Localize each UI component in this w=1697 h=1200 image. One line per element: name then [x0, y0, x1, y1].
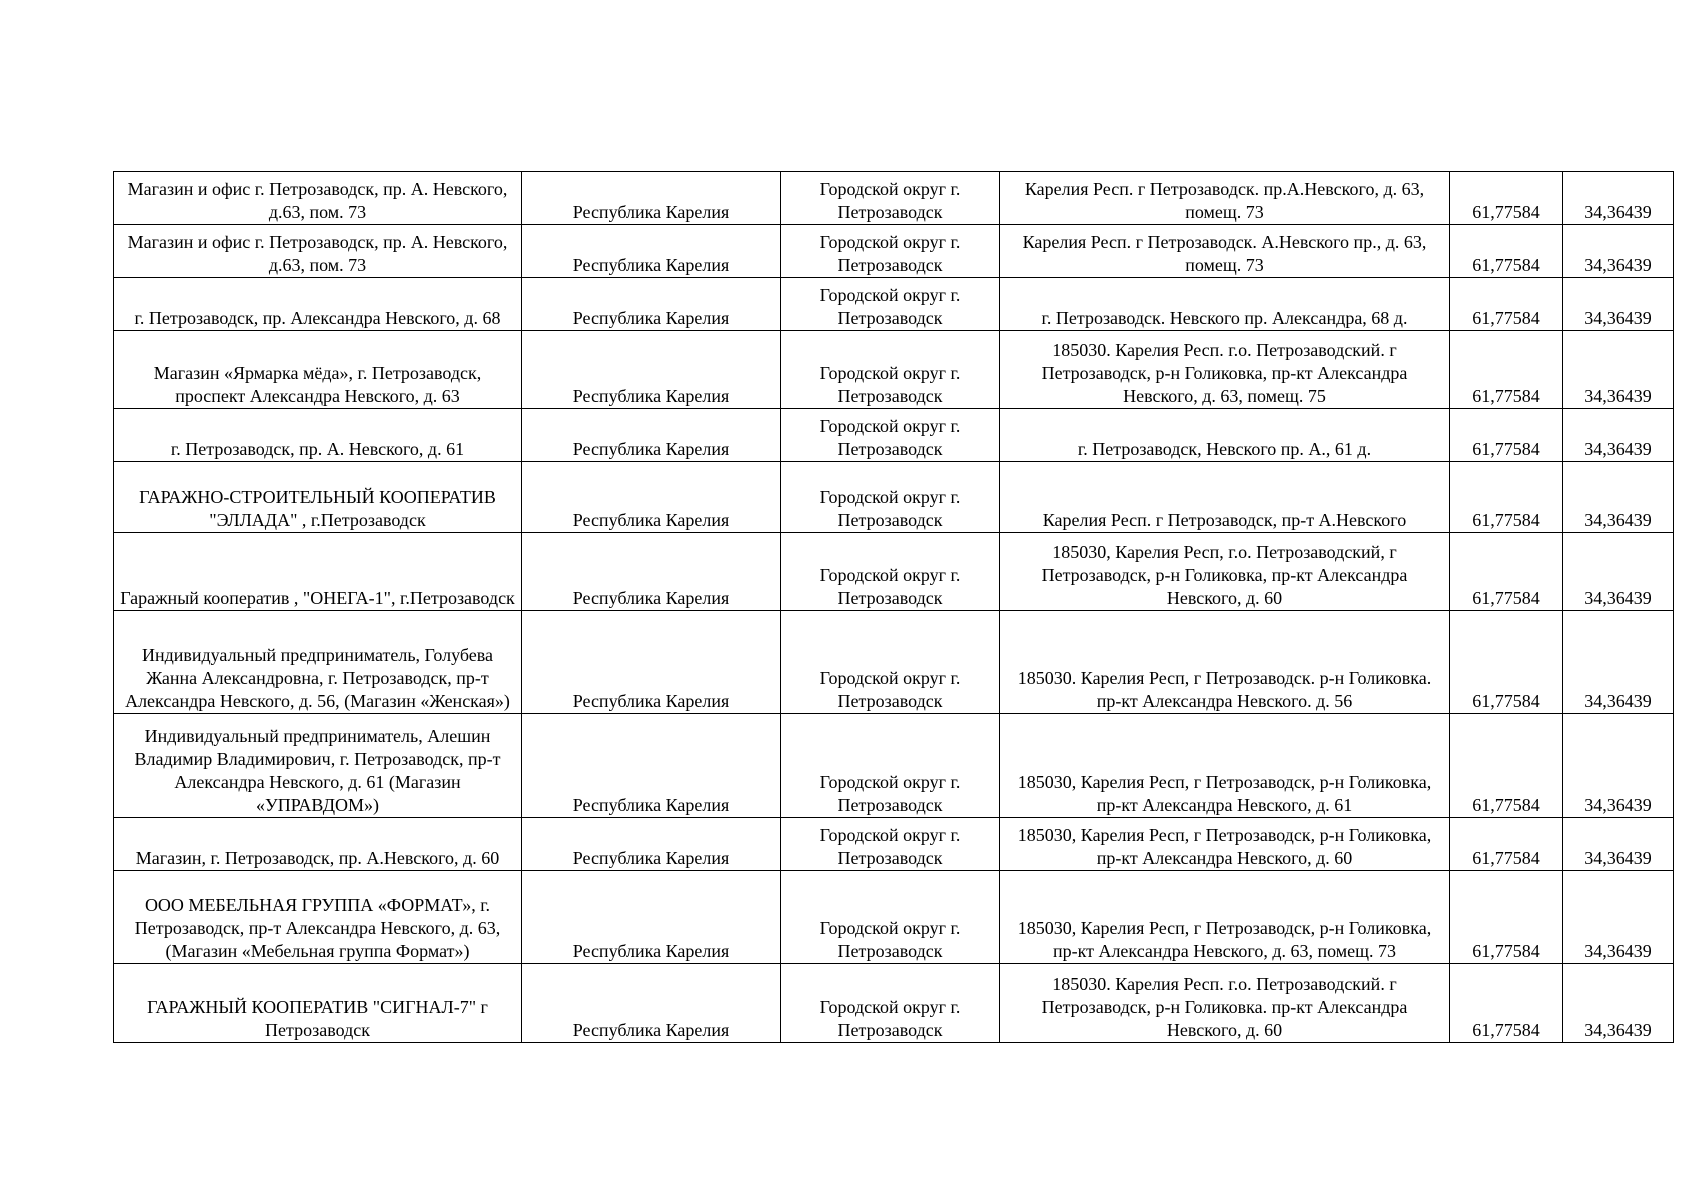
cell-longitude: 34,36439 [1563, 225, 1674, 278]
cell-district: Городской округ г. Петрозаводск [781, 225, 1000, 278]
cell-latitude: 61,77584 [1450, 225, 1563, 278]
cell-region: Республика Карелия [522, 818, 781, 871]
table-row [114, 462, 1674, 533]
cell-longitude: 34,36439 [1563, 964, 1674, 1043]
cell-object-name: Гаражный кооператив , "ОНЕГА-1", г.Петрозаводск [114, 533, 522, 611]
cell-object-name: Магазин и офис г. Петрозаводск, пр. А. Невского, д.63, пом. 73 [114, 225, 522, 278]
cell-district: Городской округ г. Петрозаводск [781, 818, 1000, 871]
cell-district: Городской округ г. Петрозаводск [781, 331, 1000, 409]
cell-district: Городской округ г. Петрозаводск [781, 172, 1000, 225]
cell-latitude: 61,77584 [1450, 533, 1563, 611]
table-row [114, 409, 1674, 462]
cell-latitude: 61,77584 [1450, 714, 1563, 818]
cell-object-name: ООО МЕБЕЛЬНАЯ ГРУППА «ФОРМАТ», г. Петрозаводск, пр-т Александра Невского, д. 63, (Магазин «Мебельная группа Формат») [114, 871, 522, 964]
cell-district: Городской округ г. Петрозаводск [781, 278, 1000, 331]
cell-region: Республика Карелия [522, 409, 781, 462]
cell-longitude: 34,36439 [1563, 818, 1674, 871]
cell-object-name: ГАРАЖНО-СТРОИТЕЛЬНЫЙ КООПЕРАТИВ "ЭЛЛАДА" , г.Петрозаводск [114, 462, 522, 533]
cell-district: Городской округ г. Петрозаводск [781, 462, 1000, 533]
cell-address: 185030. Карелия Респ. г.о. Петрозаводский. г Петрозаводск, р-н Голиковка, пр-кт Александра Невского, д. 63, помещ. 75 [1000, 331, 1450, 409]
cell-latitude: 61,77584 [1450, 409, 1563, 462]
cell-latitude: 61,77584 [1450, 611, 1563, 714]
cell-latitude: 61,77584 [1450, 278, 1563, 331]
cell-address: 185030, Карелия Респ, г Петрозаводск, р-н Голиковка, пр-кт Александра Невского, д. 63, помещ. 73 [1000, 871, 1450, 964]
cell-region: Республика Карелия [522, 714, 781, 818]
cell-district: Городской округ г. Петрозаводск [781, 871, 1000, 964]
cell-region: Республика Карелия [522, 172, 781, 225]
cell-address: Карелия Респ. г Петрозаводск. пр.А.Невского, д. 63, помещ. 73 [1000, 172, 1450, 225]
cell-latitude: 61,77584 [1450, 172, 1563, 225]
cell-region: Республика Карелия [522, 225, 781, 278]
table-row [114, 278, 1674, 331]
cell-address: 185030, Карелия Респ, г.о. Петрозаводский, г Петрозаводск, р-н Голиковка, пр-кт Александра Невского, д. 60 [1000, 533, 1450, 611]
cell-region: Республика Карелия [522, 871, 781, 964]
cell-longitude: 34,36439 [1563, 871, 1674, 964]
cell-address: г. Петрозаводск, Невского пр. А., 61 д. [1000, 409, 1450, 462]
cell-object-name: ГАРАЖНЫЙ КООПЕРАТИВ "СИГНАЛ-7" г Петрозаводск [114, 964, 522, 1043]
cell-latitude: 61,77584 [1450, 964, 1563, 1043]
cell-latitude: 61,77584 [1450, 331, 1563, 409]
table-row [114, 611, 1674, 714]
cell-longitude: 34,36439 [1563, 278, 1674, 331]
cell-district: Городской округ г. Петрозаводск [781, 611, 1000, 714]
cell-district: Городской округ г. Петрозаводск [781, 714, 1000, 818]
cell-region: Республика Карелия [522, 462, 781, 533]
cell-longitude: 34,36439 [1563, 533, 1674, 611]
cell-object-name: Магазин «Ярмарка мёда», г. Петрозаводск, проспект Александра Невского, д. 63 [114, 331, 522, 409]
cell-object-name: Индивидуальный предприниматель, Алешин Владимир Владимирович, г. Петрозаводск, пр-т Александра Невского, д. 61 (Магазин «УПРАВДОМ») [114, 714, 522, 818]
table-row [114, 225, 1674, 278]
cell-longitude: 34,36439 [1563, 714, 1674, 818]
table-row [114, 331, 1674, 409]
cell-longitude: 34,36439 [1563, 331, 1674, 409]
cell-object-name: Магазин и офис г. Петрозаводск, пр. А. Невского, д.63, пом. 73 [114, 172, 522, 225]
cell-address: 185030, Карелия Респ, г Петрозаводск, р-н Голиковка, пр-кт Александра Невского, д. 60 [1000, 818, 1450, 871]
cell-address: Карелия Респ. г Петрозаводск, пр-т А.Невского [1000, 462, 1450, 533]
cell-region: Республика Карелия [522, 331, 781, 409]
cell-region: Республика Карелия [522, 533, 781, 611]
cell-longitude: 34,36439 [1563, 409, 1674, 462]
table-row [114, 818, 1674, 871]
cell-region: Республика Карелия [522, 611, 781, 714]
cell-latitude: 61,77584 [1450, 818, 1563, 871]
table-row [114, 172, 1674, 225]
cell-address: 185030. Карелия Респ. г.о. Петрозаводский. г Петрозаводск, р-н Голиковка. пр-кт Александра Невского, д. 60 [1000, 964, 1450, 1043]
cell-latitude: 61,77584 [1450, 462, 1563, 533]
table-row [114, 533, 1674, 611]
cell-object-name: г. Петрозаводск, пр. Александра Невского, д. 68 [114, 278, 522, 331]
table-row [114, 714, 1674, 818]
table-row [114, 871, 1674, 964]
cell-address: г. Петрозаводск. Невского пр. Александра, 68 д. [1000, 278, 1450, 331]
cell-object-name: Магазин, г. Петрозаводск, пр. А.Невского, д. 60 [114, 818, 522, 871]
table-row [114, 964, 1674, 1043]
cell-region: Республика Карелия [522, 278, 781, 331]
cell-object-name: г. Петрозаводск, пр. А. Невского, д. 61 [114, 409, 522, 462]
cell-longitude: 34,36439 [1563, 462, 1674, 533]
cell-longitude: 34,36439 [1563, 172, 1674, 225]
cell-address: 185030, Карелия Респ, г Петрозаводск, р-н Голиковка, пр-кт Александра Невского, д. 61 [1000, 714, 1450, 818]
cell-latitude: 61,77584 [1450, 871, 1563, 964]
cell-district: Городской округ г. Петрозаводск [781, 964, 1000, 1043]
cell-longitude: 34,36439 [1563, 611, 1674, 714]
cell-region: Республика Карелия [522, 964, 781, 1043]
cell-district: Городской округ г. Петрозаводск [781, 409, 1000, 462]
cell-object-name: Индивидуальный предприниматель, Голубева Жанна Александровна, г. Петрозаводск, пр-т Александра Невского, д. 56, (Магазин «Женская») [114, 611, 522, 714]
cell-district: Городской округ г. Петрозаводск [781, 533, 1000, 611]
objects-table [113, 171, 1674, 1043]
cell-address: 185030. Карелия Респ, г Петрозаводск. р-н Голиковка. пр-кт Александра Невского. д. 56 [1000, 611, 1450, 714]
cell-address: Карелия Респ. г Петрозаводск. А.Невского пр., д. 63, помещ. 73 [1000, 225, 1450, 278]
